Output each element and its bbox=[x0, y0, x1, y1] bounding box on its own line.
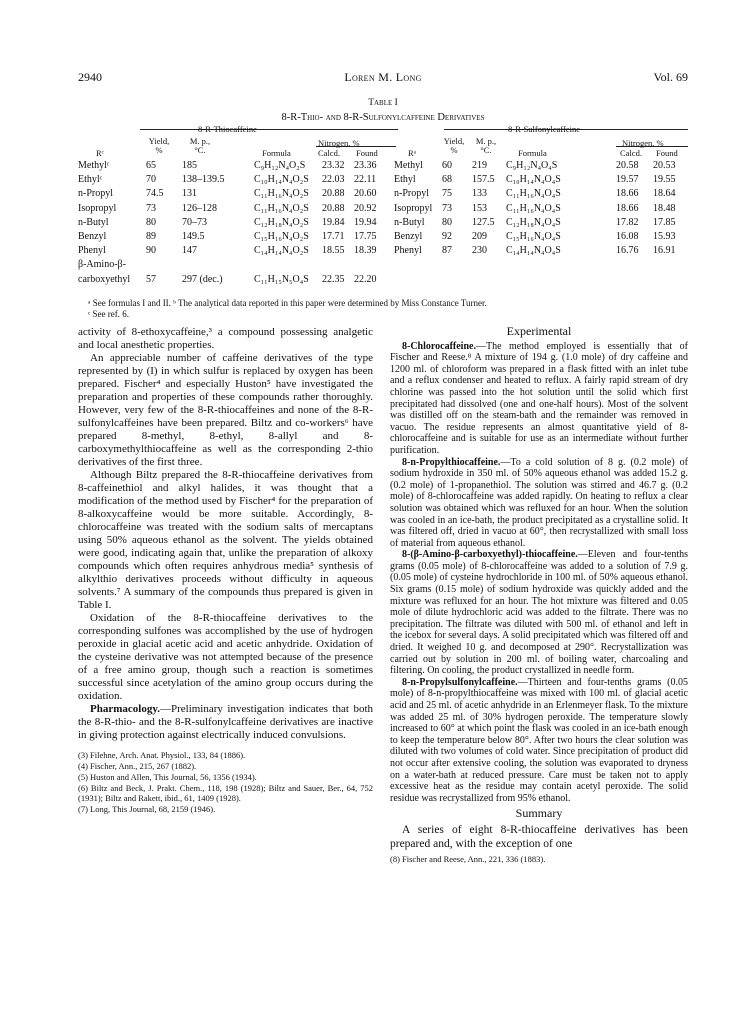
table-cell-yield: 89 bbox=[146, 231, 156, 242]
table-cell-calcd: 23.32 bbox=[322, 160, 345, 171]
reference-item: (8) Fischer and Reese, Ann., 221, 336 (1883). bbox=[390, 853, 546, 864]
table-cell-found: 19.55 bbox=[653, 174, 676, 186]
table-cell-r: Isopropyl bbox=[78, 202, 117, 214]
col-header-mp: °C. bbox=[480, 145, 492, 155]
table-cell-r: Benzyl bbox=[394, 231, 423, 242]
table-cell-formula: C₁₄H₁₄N₄O₄S bbox=[506, 245, 561, 257]
table-cell-yield: 92 bbox=[442, 231, 452, 242]
left-column bbox=[78, 326, 373, 815]
section-text: —The method employed is essentially that of Fischer and Reese.⁸ A mixture of 194 g. (1.0 mole) of dry caffeine and 1200 ml. of chloroform was prepared in a flask fitted with an inlet tube and a reflux condenser and heated to reflux. A fairly rapid stream of dry chlorine was passed into the hot solution until the solid which first precipitated had dissolved (one and one-half hours). Most of the solvent was distilled off on the steam-bath and the remainder was removed in vacuo. The residue represents an almost quantitative yield of 8-chlorocaffeine and is suitable for use as an intermediate without further purification. bbox=[390, 340, 688, 456]
table-cell-r: Benzyl bbox=[78, 231, 107, 242]
table-cell-mp: 297 (dec.) bbox=[182, 273, 223, 285]
col-header-mp: M. p., bbox=[189, 136, 211, 146]
col-header-yield: % bbox=[450, 145, 458, 155]
table-cell-formula: C₁₅H₁₆N₄O₄S bbox=[506, 231, 561, 242]
col-header-yield: Yield, bbox=[443, 136, 465, 146]
col-header-found: Found bbox=[656, 148, 678, 158]
paragraph: Oxidation of the 8-R-thiocaffeine derivatives to the corresponding sulfones was accomplished by the use of hydrogen peroxide in glacial acetic acid and acetic anhydride. Oxidation of the cysteine derivative was not attempted because of the presence of a free amino group, though such a reaction is sometimes successful since acetylation of the amino group occurs during the oxidation. bbox=[78, 612, 373, 702]
table-footnote: ᶜ See ref. 6. bbox=[88, 309, 130, 319]
table-footnotes bbox=[78, 298, 688, 320]
summary-text: A series of eight 8-R-thiocaffeine derivatives has been prepared and, with the exception of one bbox=[390, 823, 688, 850]
running-header bbox=[78, 70, 688, 86]
table-cell-mp: 127.5 bbox=[472, 216, 495, 228]
reference-item: (7) Long, This Journal, 68, 2159 (1946). bbox=[78, 804, 216, 814]
table-cell-calcd: 20.88 bbox=[322, 188, 345, 200]
col-header-mp: M. p., bbox=[475, 136, 497, 146]
table-cell-r: Isopropyl bbox=[394, 202, 433, 214]
table-cell-formula: C₁₂H₁₈N₄O₂S bbox=[254, 216, 309, 228]
paragraph: Although Biltz prepared the 8-R-thiocaffeine derivatives from 8-caffeinethiol and alkyl halides, it was thought that a modification of the method used by Fischer⁴ for the preparation of 8-alkoxycaffeine would be more suitable. Accordingly, 8-chlorocaffeine was treated with the sodium salts of mercaptans using 50% aqueous ethanol as the solvent. The yields obtained were good, indicating again that, unlike the preparation of alkoxy compounds which often requires anhydrous media⁵ synthesis of alkylthio derivatives proceeds without difficulty in aqueous solvents.⁷ A summary of the compounds thus prepared is given in Table I. bbox=[78, 469, 373, 611]
table-cell-yield: 87 bbox=[442, 245, 452, 257]
table-cell-yield: 73 bbox=[146, 202, 156, 214]
section-title: 8-n-Propylthiocaffeine. bbox=[402, 456, 501, 468]
table-cell-yield: 73 bbox=[442, 202, 452, 214]
table-cell-calcd: 22.03 bbox=[322, 174, 345, 186]
summary-heading: Summary bbox=[515, 806, 563, 821]
experimental-section bbox=[390, 549, 688, 677]
table-cell-found: 16.91 bbox=[653, 245, 676, 257]
table-cell-found: 18.48 bbox=[653, 202, 676, 214]
table-cell-r: n-Butyl bbox=[394, 216, 425, 228]
table-cell-found: 20.92 bbox=[354, 202, 377, 214]
table-cell-calcd: 18.66 bbox=[616, 202, 639, 214]
section-text: —Thirteen and four-tenths grams (0.05 mole) of 8-n-propylthiocaffeine was mixed with 100 ml. of glacial acetic acid and 25 ml. of acetic anhydride in an Erlenmeyer flask. To the mixture was added 25 ml. of 30% hydrogen peroxide. The temperature slowly increased to 60° at which point the flask was cooled in an ice-bath enough to keep the temperature below 80°. After two hours the clear solution was diluted with two volumes of cold water. Since precipitation of product did not occur after extensive cooling, the solution was evaporated to dryness on a water-bath at reduced pressure. Care must be taken not to apply excessive heat as the residue may contain acetyl peroxide. The solid residue was recrystallized from 95% ethanol. bbox=[390, 676, 688, 804]
author-name: Loren M. Long bbox=[344, 70, 422, 84]
table-cell-r: carboxyethyl bbox=[78, 273, 131, 285]
experimental-heading: Experimental bbox=[506, 324, 572, 338]
table-cell-r: Methyl bbox=[394, 160, 423, 171]
table-cell-calcd: 20.58 bbox=[616, 160, 639, 171]
table-cell-yield: 90 bbox=[146, 245, 156, 257]
thio-span-rule bbox=[140, 129, 398, 130]
nitrogen-span-rule bbox=[616, 146, 688, 147]
table-cell-yield: 75 bbox=[442, 188, 452, 200]
table-cell-found: 15.93 bbox=[653, 231, 676, 242]
table-cell-formula: C₁₁H₁₆N₄O₂S bbox=[254, 188, 309, 200]
table-cell-formula: C₉H₁₂N₄O₂S bbox=[254, 160, 306, 171]
table-cell-calcd: 17.82 bbox=[616, 216, 639, 228]
table-cell-r: β-Amino-β- bbox=[78, 259, 126, 271]
table-cell-yield: 70 bbox=[146, 174, 156, 186]
table-footnote: ᵃ See formulas I and II. ᵇ The analytical data reported in this paper were determined by Miss Constance Turner. bbox=[88, 298, 487, 308]
table-cell-calcd: 16.76 bbox=[616, 245, 639, 257]
table-cell-found: 18.64 bbox=[653, 188, 676, 200]
table-cell-formula: C₁₄H₁₄N₄O₂S bbox=[254, 245, 309, 257]
data-table bbox=[78, 124, 688, 306]
table-cell-r: n-Butyl bbox=[78, 216, 109, 228]
table-cell-mp: 185 bbox=[182, 160, 197, 171]
table-cell-found: 19.94 bbox=[354, 216, 377, 228]
section-title: 8-Chlorocaffeine. bbox=[402, 340, 476, 352]
table-cell-calcd: 18.66 bbox=[616, 188, 639, 200]
table-cell-yield: 80 bbox=[146, 216, 156, 228]
col-header-nitrogen: Nitrogen, % bbox=[318, 138, 360, 148]
section-text: —To a cold solution of 8 g. (0.2 mole) of sodium hydroxide in 350 ml. of 50% aqueous ethanol was added 15.2 g. (0.2 mole) of 1-propanethiol. The solution was stirred and 46.7 g. (0.2 mole) of 8-chlorocaffeine was added rapidly. On heating to reflux a clear solution was obtained which was refluxed for an hour. When the solution was cooled in an ice-bath, the product precipitated as a crystalline solid. It was filtered off, dried in vacuo at 60°, then recrystallized with small loss of material from aqueous ethanol. bbox=[390, 456, 688, 549]
table-cell-calcd: 19.84 bbox=[322, 216, 345, 228]
references bbox=[78, 750, 373, 814]
table-cell-r: n-Propyl bbox=[394, 188, 429, 200]
paragraph: activity of 8-ethoxycaffeine,³ a compound possessing analgetic and local anesthetic properties. bbox=[78, 326, 373, 351]
experimental-section bbox=[390, 341, 688, 457]
reference-item: (5) Huston and Allen, This Journal, 56, 1356 (1934). bbox=[78, 772, 257, 782]
table-cell-mp: 147 bbox=[182, 245, 197, 257]
experimental-section bbox=[390, 457, 688, 550]
reference-item: (6) Biltz and Beck, J. Prakt. Chem., 118, 198 (1928); Biltz and Sauer, Ber., 64, 752 (1931); Biltz and Rakett, ibid., 61, 1409 (1928). bbox=[78, 783, 373, 803]
col-header-formula: Formula bbox=[262, 148, 291, 158]
table-cell-formula: C₁₂H₁₈N₄O₄S bbox=[506, 216, 561, 228]
table-cell-calcd: 22.35 bbox=[322, 273, 345, 285]
pharmacology-text: —Preliminary investigation indicates that both the 8-R-thio- and the 8-R-sulfonylcaffeine derivatives are inactive in giving protection against electrically induced convulsions. bbox=[78, 703, 373, 741]
table-cell-yield: 80 bbox=[442, 216, 452, 228]
reference-item: (3) Filehne, Arch. Anat. Physiol., 133, 84 (1886). bbox=[78, 750, 246, 760]
right-column bbox=[390, 326, 688, 864]
table-cell-found: 17.85 bbox=[653, 216, 676, 228]
table-cell-formula: C₁₀H₁₄N₄O₄S bbox=[506, 174, 561, 186]
table-cell-yield: 68 bbox=[442, 174, 452, 186]
pharmacology-heading: Pharmacology. bbox=[90, 703, 160, 715]
table-cell-mp: 153 bbox=[472, 202, 487, 214]
col-header-yield: % bbox=[155, 145, 163, 155]
table-cell-r: n-Propyl bbox=[78, 188, 113, 200]
col-header-found: Found bbox=[356, 148, 378, 158]
table-cell-mp: 133 bbox=[472, 188, 487, 200]
table-cell-mp: 157.5 bbox=[472, 174, 495, 186]
table-cell-r: Phenyl bbox=[394, 245, 422, 257]
table-cell-found: 20.60 bbox=[354, 188, 377, 200]
paragraph: An appreciable number of caffeine derivatives of the type represented by (I) in which sulfur is replaced by oxygen has been prepared. Fischer⁴ and especially Huston⁵ have investigated the preparation and properties of these compounds rather thoroughly. However, very few of the 8-R-thiocaffeines and none of the 8-R-sulfonylcaffeines have been prepared. Biltz and co-workers⁶ have prepared 8-methyl, 8-ethyl, 8-allyl and 8-carboxymethylthiocaffeine as well as the corresponding 2-thio derivatives of the first three. bbox=[78, 352, 373, 468]
table-title: 8-R-Thio- and 8-R-Sulfonylcaffeine Derivatives bbox=[281, 112, 485, 123]
table-cell-found: 23.36 bbox=[354, 160, 377, 171]
table-cell-found: 22.20 bbox=[354, 273, 377, 285]
table-cell-formula: C₁₁H₁₆N₄O₂S bbox=[254, 202, 309, 214]
table-cell-found: 18.39 bbox=[354, 245, 377, 257]
table-cell-formula: C₁₀H₁₄N₄O₂S bbox=[254, 174, 309, 186]
table-cell-calcd: 16.08 bbox=[616, 231, 639, 242]
col-header-formula: Formula bbox=[518, 148, 547, 158]
table-cell-formula: C₁₁H₁₆N₄O₄S bbox=[506, 188, 561, 200]
table-cell-mp: 230 bbox=[472, 245, 487, 257]
table-cell-found: 22.11 bbox=[354, 174, 377, 186]
table-cell-mp: 209 bbox=[472, 231, 487, 242]
col-header-yield: Yield, bbox=[148, 136, 170, 146]
col-header-nitrogen: Nitrogen, % bbox=[622, 138, 664, 148]
table-cell-calcd: 20.88 bbox=[322, 202, 345, 214]
table-cell-r: Ethylᶜ bbox=[78, 174, 103, 186]
nitrogen-span-rule bbox=[316, 146, 396, 147]
thio-span-label: 8-R-Thiocaffeine bbox=[198, 124, 257, 134]
table-cell-mp: 70–73 bbox=[182, 216, 207, 228]
table-cell-found: 20.53 bbox=[653, 160, 676, 171]
table-cell-formula: C₉H₁₂N₄O₄S bbox=[506, 160, 558, 171]
page-number: 2940 bbox=[78, 70, 102, 84]
table-cell-mp: 149.5 bbox=[182, 231, 205, 242]
table-cell-mp: 131 bbox=[182, 188, 197, 200]
pharmacology-paragraph bbox=[78, 703, 373, 742]
experimental-section bbox=[390, 677, 688, 805]
col-header-calcd: Calcd. bbox=[620, 148, 642, 158]
section-title: 8-(β-Amino-β-carboxyethyl)-thiocaffeine. bbox=[402, 549, 578, 561]
reference-item: (4) Fischer, Ann., 215, 267 (1882). bbox=[78, 761, 197, 771]
table-cell-calcd: 19.57 bbox=[616, 174, 639, 186]
table-cell-r: Ethyl bbox=[394, 174, 416, 186]
volume-label: Vol. 69 bbox=[653, 70, 688, 84]
col-header-calcd: Calcd. bbox=[318, 148, 340, 158]
table-cell-formula: C₁₁H₁₆N₄O₄S bbox=[506, 202, 561, 214]
table-cell-yield: 57 bbox=[146, 273, 156, 285]
table-cell-found: 17.75 bbox=[354, 231, 377, 242]
table-cell-r: Methylᶜ bbox=[78, 160, 110, 171]
table-cell-mp: 138–139.5 bbox=[182, 174, 225, 186]
table-cell-calcd: 18.55 bbox=[322, 245, 345, 257]
table-caption: Table I bbox=[368, 98, 398, 108]
table-cell-yield: 74.5 bbox=[146, 188, 164, 200]
section-text: —Eleven and four-tenths grams (0.05 mole) of 8-chlorocaffeine was added to a solution of 7.9 g. (0.05 mole) of cysteine hydrochloride in 100 ml. of 50% aqueous ethanol. Six grams (0.15 mole) of sodium hydroxide was quickly added and the mixture was refluxed for an hour. The hot mixture was filtered and 0.05 mole of dilute hydrochloric acid was added to the filtrate. There was no precipitation. The filtrate was diluted with 500 ml. of ethanol and left in the icebox for several days. A solid precipitated which was filtered off and dried. It weighed 10 g. and decomposed at 290°. Recrystallization was carried out by solution in 200 ml. of boiling water, charcoaling and filtering. On cooling, the product crystallized in needle form. bbox=[390, 549, 688, 677]
table-cell-r: Phenyl bbox=[78, 245, 106, 257]
table-cell-yield: 60 bbox=[442, 160, 452, 171]
sulfonyl-span-label: 8-R-Sulfonylcaffeine bbox=[508, 124, 581, 134]
table-cell-yield: 65 bbox=[146, 160, 156, 171]
section-title: 8-n-Propylsulfonylcaffeine. bbox=[402, 676, 518, 688]
col-header-mp: °C. bbox=[194, 145, 206, 155]
table-cell-calcd: 17.71 bbox=[322, 231, 345, 242]
table-cell-mp: 219 bbox=[472, 160, 487, 171]
table-cell-formula: C₁₁H₁₅N₅O₄S bbox=[254, 273, 309, 285]
table-cell-mp: 126–128 bbox=[182, 202, 217, 214]
table-cell-formula: C₁₅H₁₆N₄O₂S bbox=[254, 231, 309, 242]
col-header-r: Rᶜ bbox=[96, 148, 104, 158]
col-header-r: Rᵃ bbox=[408, 148, 416, 158]
